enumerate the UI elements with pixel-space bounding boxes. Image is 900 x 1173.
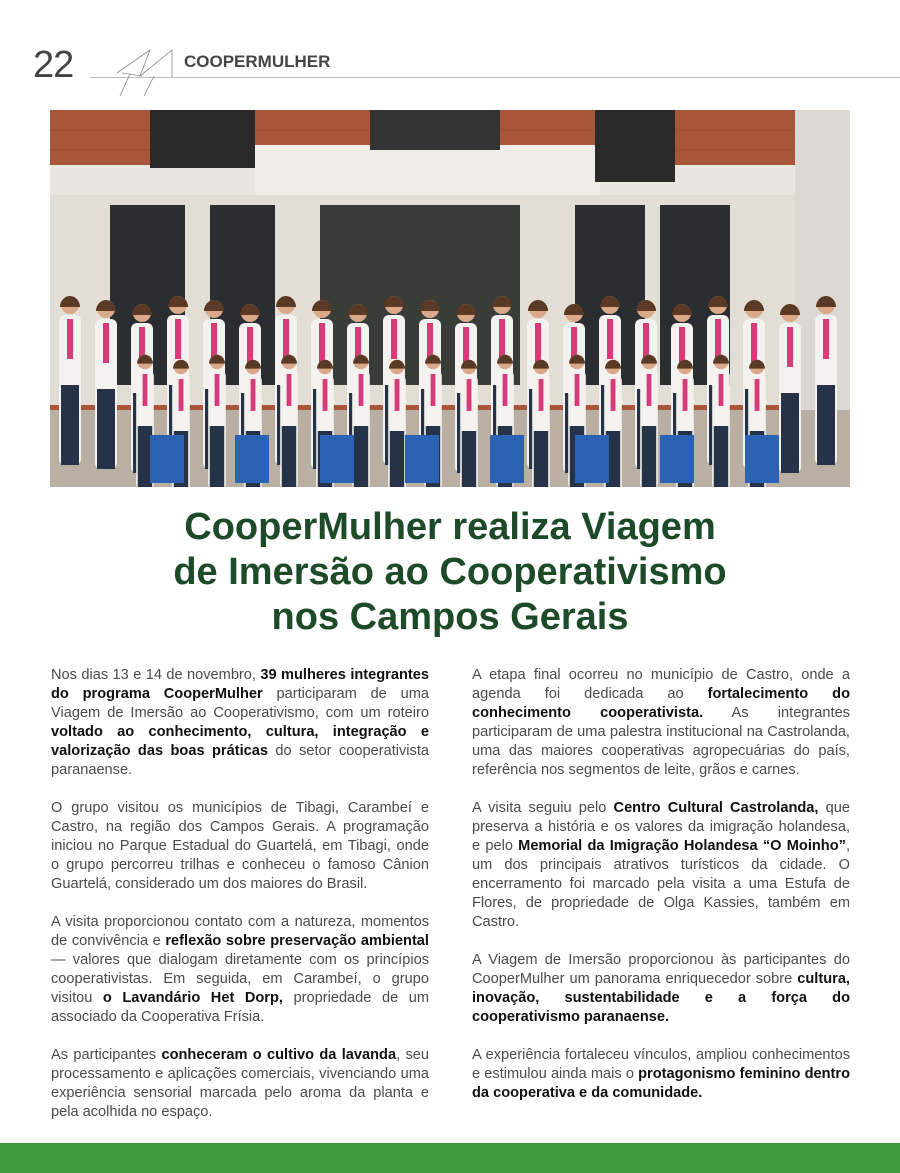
group-photo: [50, 110, 850, 487]
bold-text: cultura, inovação, sustentabilidade e a força do cooperativismo paranaense.: [472, 971, 850, 1025]
text: A Viagem de Imersão proporcionou às participantes do CooperMulher um panorama enriquecedor sobre: [472, 952, 850, 987]
left-column: [51, 666, 429, 1141]
paragraph: [472, 951, 850, 1027]
text: O grupo visitou os municípios de Tibagi, Carambeí e Castro, na região dos Campos Gerais. A programação iniciou no Parque Estadual do Guartelá, em Tibagi, onde o grupo percorreu trilhas e conheceu o famoso Cânion Guartelá, considerado um dos maiores do Brasil.: [51, 800, 429, 892]
bold-text: Centro Cultural Castrolanda,: [613, 800, 819, 816]
paragraph: [472, 799, 850, 932]
tote-bag: [320, 435, 354, 483]
tote-bag: [660, 435, 694, 483]
text: que preserva a história e os valores da imigração holandesa, e pelo: [472, 800, 851, 854]
tote-bag: [235, 435, 269, 483]
text: A experiência fortaleceu vínculos, ampliou conhecimentos e estimulou ainda mais o: [472, 1047, 850, 1082]
title-line: nos Campos Gerais: [271, 596, 629, 638]
text: , um dos principais atrativos turísticos da cidade. O encerramento foi marcado pela visita a uma Estufa de Flores, de propriedade de Olga Kassies, também em Castro.: [472, 838, 850, 930]
text: As integrantes participaram de uma palestra institucional na Castrolanda, uma das maiores cooperativas agropecuárias do país, referência nos segmentos de leite, grãos e carnes.: [472, 705, 850, 778]
text: A visita seguiu pelo: [472, 800, 614, 816]
paragraph: [51, 799, 429, 894]
paragraph: [51, 1046, 429, 1122]
tote-bag: [405, 435, 439, 483]
bold-text: o Lavandário Het Dorp,: [102, 990, 283, 1006]
tote-bag: [575, 435, 609, 483]
header-rule: [90, 77, 900, 78]
section-label: COOPERMULHER: [184, 52, 331, 71]
footer-bar: [0, 1143, 900, 1173]
tote-bag: [150, 435, 184, 483]
cooperative-logo-icon: [112, 46, 182, 96]
title-line: de Imersão ao Cooperativismo: [173, 551, 727, 593]
tote-bag: [490, 435, 524, 483]
bold-text: voltado ao conhecimento, cultura, integração e valorização das boas práticas: [51, 724, 429, 759]
paragraph: [51, 913, 429, 1027]
article-title: [50, 505, 850, 640]
text: A visita proporcionou contato com a natureza, momentos de convivência e: [51, 914, 429, 949]
text: A etapa final ocorreu no município de Castro, onde a agenda foi dedicada ao: [472, 667, 850, 702]
text: , seu processamento e aplicações comerciais, vivenciando uma experiência sensorial marcada pelo aroma da planta e pela acolhida no espaço.: [51, 1047, 430, 1120]
paragraph: [472, 666, 850, 780]
text: Nos dias 13 e 14 de novembro,: [51, 667, 261, 683]
bold-text: fortalecimento do conhecimento cooperativista.: [472, 686, 850, 721]
text: participaram de uma Viagem de Imersão ao Cooperativismo, com um roteiro: [51, 686, 429, 721]
bold-text: conheceram o cultivo da lavanda: [161, 1047, 397, 1063]
bold-text: protagonismo feminino dentro da cooperativa e da comunidade.: [472, 1066, 851, 1101]
page-number: 22: [33, 44, 74, 86]
tote-bag: [745, 435, 779, 483]
text: propriedade de um associado da Cooperativa Frísia.: [51, 990, 430, 1025]
paragraph: [472, 1046, 850, 1103]
title-line: CooperMulher realiza Viagem: [184, 506, 716, 548]
right-column: [472, 666, 850, 1122]
bold-text: reflexão sobre preservação ambiental: [165, 933, 429, 949]
bold-text: Memorial da Imigração Holandesa “O Moinho”: [518, 838, 846, 854]
text: As participantes: [51, 1047, 162, 1063]
bold-text: 39 mulheres integrantes do programa CooperMulher: [51, 667, 429, 702]
paragraph: [51, 666, 429, 780]
text: do setor cooperativista paranaense.: [51, 743, 430, 778]
text: — valores que dialogam diretamente com os princípios cooperativistas. Em seguida, em Carambeí, o grupo visitou: [51, 952, 429, 1006]
